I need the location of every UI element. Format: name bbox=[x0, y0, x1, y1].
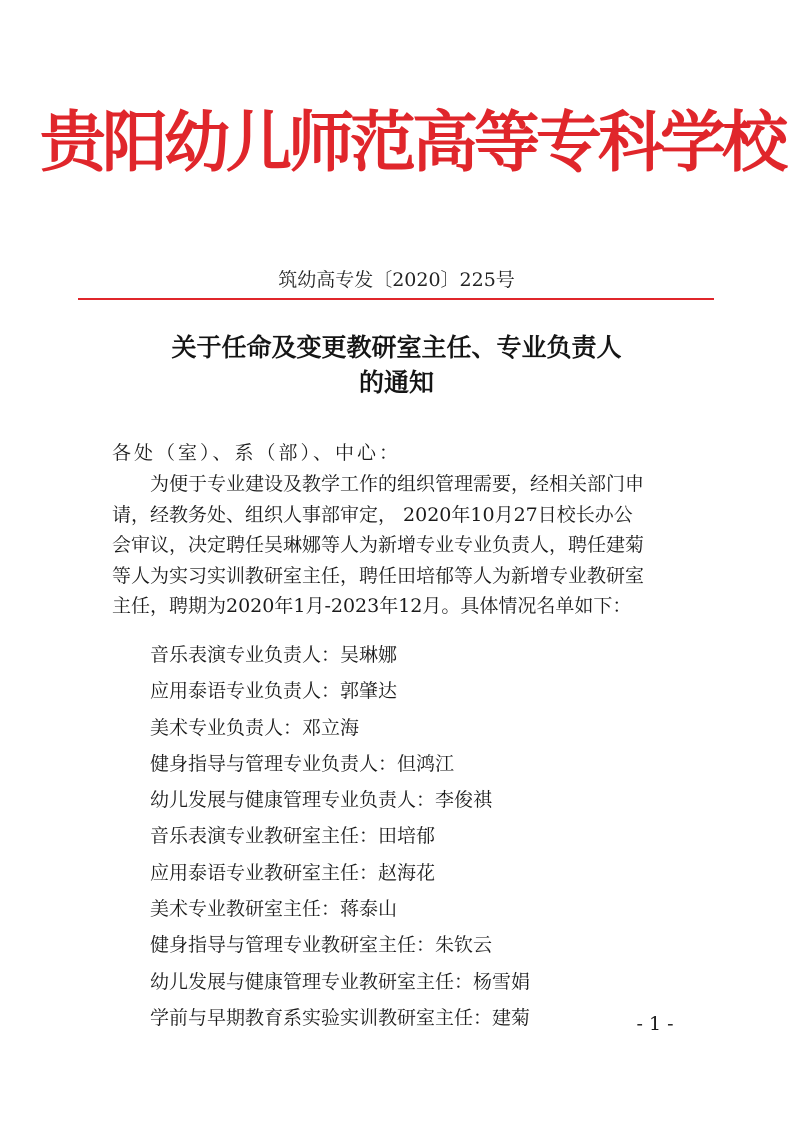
notice-title bbox=[60, 330, 733, 400]
appointment-item: 应用泰语专业负责人：郭肇达 bbox=[150, 680, 398, 703]
notice-title-line-2: 的通知 bbox=[358, 368, 434, 397]
appointment-item: 美术专业负责人：邓立海 bbox=[150, 716, 360, 739]
body-line: 请，经教务处、组织人事部审定， 2020年10月27日校长办公 bbox=[112, 503, 633, 526]
appointment-item: 音乐表演专业负责人：吴琳娜 bbox=[150, 644, 398, 666]
appointment-item: 音乐表演专业教研室主任：田培郁 bbox=[150, 825, 436, 848]
appointment-item: 美术专业教研室主任：蒋泰山 bbox=[150, 898, 398, 921]
appointment-item: 幼儿发展与健康管理专业负责人：李俊祺 bbox=[150, 789, 493, 812]
appointment-list bbox=[150, 637, 710, 1036]
appointment-item: 健身指导与管理专业教研室主任：朱钦云 bbox=[150, 934, 493, 957]
body-line: 会审议，决定聘任吴琳娜等人为新增专业专业负责人，聘任建菊 bbox=[112, 534, 645, 557]
notice-title-line-1: 关于任命及变更教研室主任、专业负责人 bbox=[171, 333, 622, 362]
appointment-item: 学前与早期教育系实验实训教研室主任：建菊 bbox=[150, 1006, 531, 1029]
appointment-item: 幼儿发展与健康管理专业教研室主任：杨雪娟 bbox=[150, 970, 531, 993]
body-line: 主任，聘期为2020年1月-2023年12月。具体情况名单如下： bbox=[112, 595, 632, 618]
school-masthead: 贵阳幼儿师范高等专科学校 bbox=[40, 104, 784, 181]
document-number: 筑幼高专发〔2020〕225号 bbox=[278, 269, 515, 291]
body-paragraph bbox=[112, 469, 684, 622]
appointment-item: 健身指导与管理专业负责人：但鸿江 bbox=[150, 752, 455, 775]
body-line: 为便于专业建设及教学工作的组织管理需要，经相关部门申 bbox=[150, 473, 645, 495]
body-line: 等人为实习实训教研室主任，聘任田培郁等人为新增专业教研室 bbox=[112, 564, 645, 587]
page-number: - 1 - bbox=[636, 1013, 674, 1035]
appointment-item: 应用泰语专业教研室主任：赵海花 bbox=[150, 861, 436, 884]
salutation: 各处（室）、系（部）、中心： bbox=[112, 442, 402, 464]
red-divider-line bbox=[78, 298, 714, 300]
